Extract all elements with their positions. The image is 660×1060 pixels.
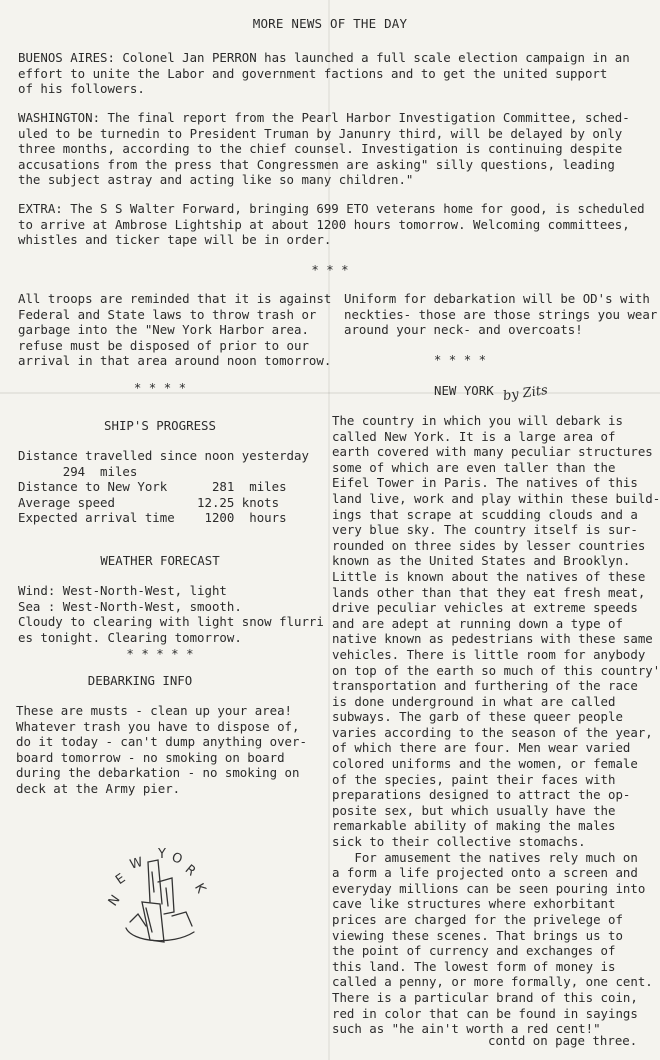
handwritten-author-note: by Zits bbox=[502, 382, 549, 405]
news-item-extra: EXTRA: The S S Walter Forward, bringing 699 ETO veterans home for good, is scheduled to arrive at Ambrose Lightship at about 1200 hours tomorrow. Welcoming committees, whistles and ticker tape will be in order. bbox=[18, 201, 645, 248]
ships-progress-body: Distance travelled since noon yesterday 294 miles Distance to New York 281 miles Average speed 12.25 knots Expected arrival time 1200 hours bbox=[18, 448, 309, 526]
debarking-body: These are musts - clean up your area! Whatever trash you have to dispose of, do it today - can't dump anything over- board tomorrow - no smoking on board during the debarkation - no smoking on deck at the Army pier. bbox=[16, 703, 307, 796]
separator-stars: * * * * * bbox=[126, 646, 194, 661]
separator-stars: * * * * bbox=[133, 380, 187, 395]
svg-text:W: W bbox=[128, 854, 145, 873]
uniform-notice: Uniform for debarkation will be OD's with neckties- those are those strings you wear around your neck- and overcoats! bbox=[344, 291, 658, 338]
news-item-buenos-aires: BUENOS AIRES: Colonel Jan PERRON has launched a full scale election campaign in an effort to unite the Labor and government factions and to get the united support of his followers. bbox=[18, 50, 630, 97]
ships-progress-heading: SHIP'S PROGRESS bbox=[104, 418, 216, 433]
news-item-washington: WASHINGTON: The final report from the Pearl Harbor Investigation Committee, sched- uled to be turnedin to President Truman by Janunry third, will be delayed by only three months, according to the chief counsel. Investigation is continuing despite accusations from the press that Congressmen are asking" silly questions, leading the subject astray and acting like so many children." bbox=[18, 110, 630, 188]
svg-text:R: R bbox=[181, 862, 199, 880]
troops-notice: All troops are reminded that it is against Federal and State laws to throw trash or garbage into the "New York Harbor area. refuse must be disposed of prior to our arrival in that area around noon tomorrow. bbox=[18, 291, 332, 369]
svg-text:O: O bbox=[169, 850, 185, 868]
new-york-heading: NEW YORK bbox=[434, 383, 494, 398]
new-york-drawing bbox=[102, 842, 222, 952]
new-york-article-body: The country in which you will debark is called New York. It is a large area of earth covered with many peculiar structures some of which are even taller than the Eifel Tower in Paris. The natives of this land live, work and play within these build- ings that scrape at scudding clouds and a very blue sky. The country itself is sur- rounded on three sides by lesser countries known as the United States and Brooklyn. Little is known about the natives of these lands other than that they eat fresh meat, drive peculiar vehicles at extreme speeds and are adept at running down a type of native known as pedestrians with these same vehicles. There is little room for anybody on top of the earth so much of this country' transportation and furthering of the race is done underground in what are called subways. The garb of these queer people varies according to the season of the year, of which there are four. Men wear varied colored uniforms and the women, or female of the species, paint their faces with preparations designed to attract the op- posite sex, but which usually have the remarkable ability of making the males sick to their collective stomachs. For amusement the natives rely much on a form a life projected onto a screen and everyday millions can be seen pouring into cave like structures where exhorbitant prices are charged for the privelege of viewing these scenes. That brings us to the point of currency and exchanges of this land. The lowest form of money is called a penny, or more formally, one cent. There is a particular brand of this coin, red in color that can be found in sayings such as "he ain't worth a red cent!" bbox=[332, 413, 660, 1037]
separator-stars: * * * * bbox=[433, 352, 487, 367]
paper-fold-line bbox=[0, 392, 660, 394]
debarking-heading: DEBARKING INFO bbox=[87, 673, 193, 688]
svg-text:Y: Y bbox=[158, 847, 166, 862]
svg-text:N: N bbox=[105, 892, 124, 910]
svg-text:K: K bbox=[191, 881, 209, 896]
page-title: MORE NEWS OF THE DAY bbox=[252, 16, 408, 31]
continued-note: contd on page three. bbox=[488, 1033, 638, 1048]
weather-heading: WEATHER FORECAST bbox=[100, 553, 220, 568]
weather-body: Wind: West-North-West, light Sea : West-North-West, smooth. Cloudy to clearing with light snow flurri es tonight. Clearing tomorrow. bbox=[18, 583, 324, 645]
separator-stars: * * * bbox=[311, 262, 349, 277]
svg-text:E: E bbox=[113, 870, 129, 888]
